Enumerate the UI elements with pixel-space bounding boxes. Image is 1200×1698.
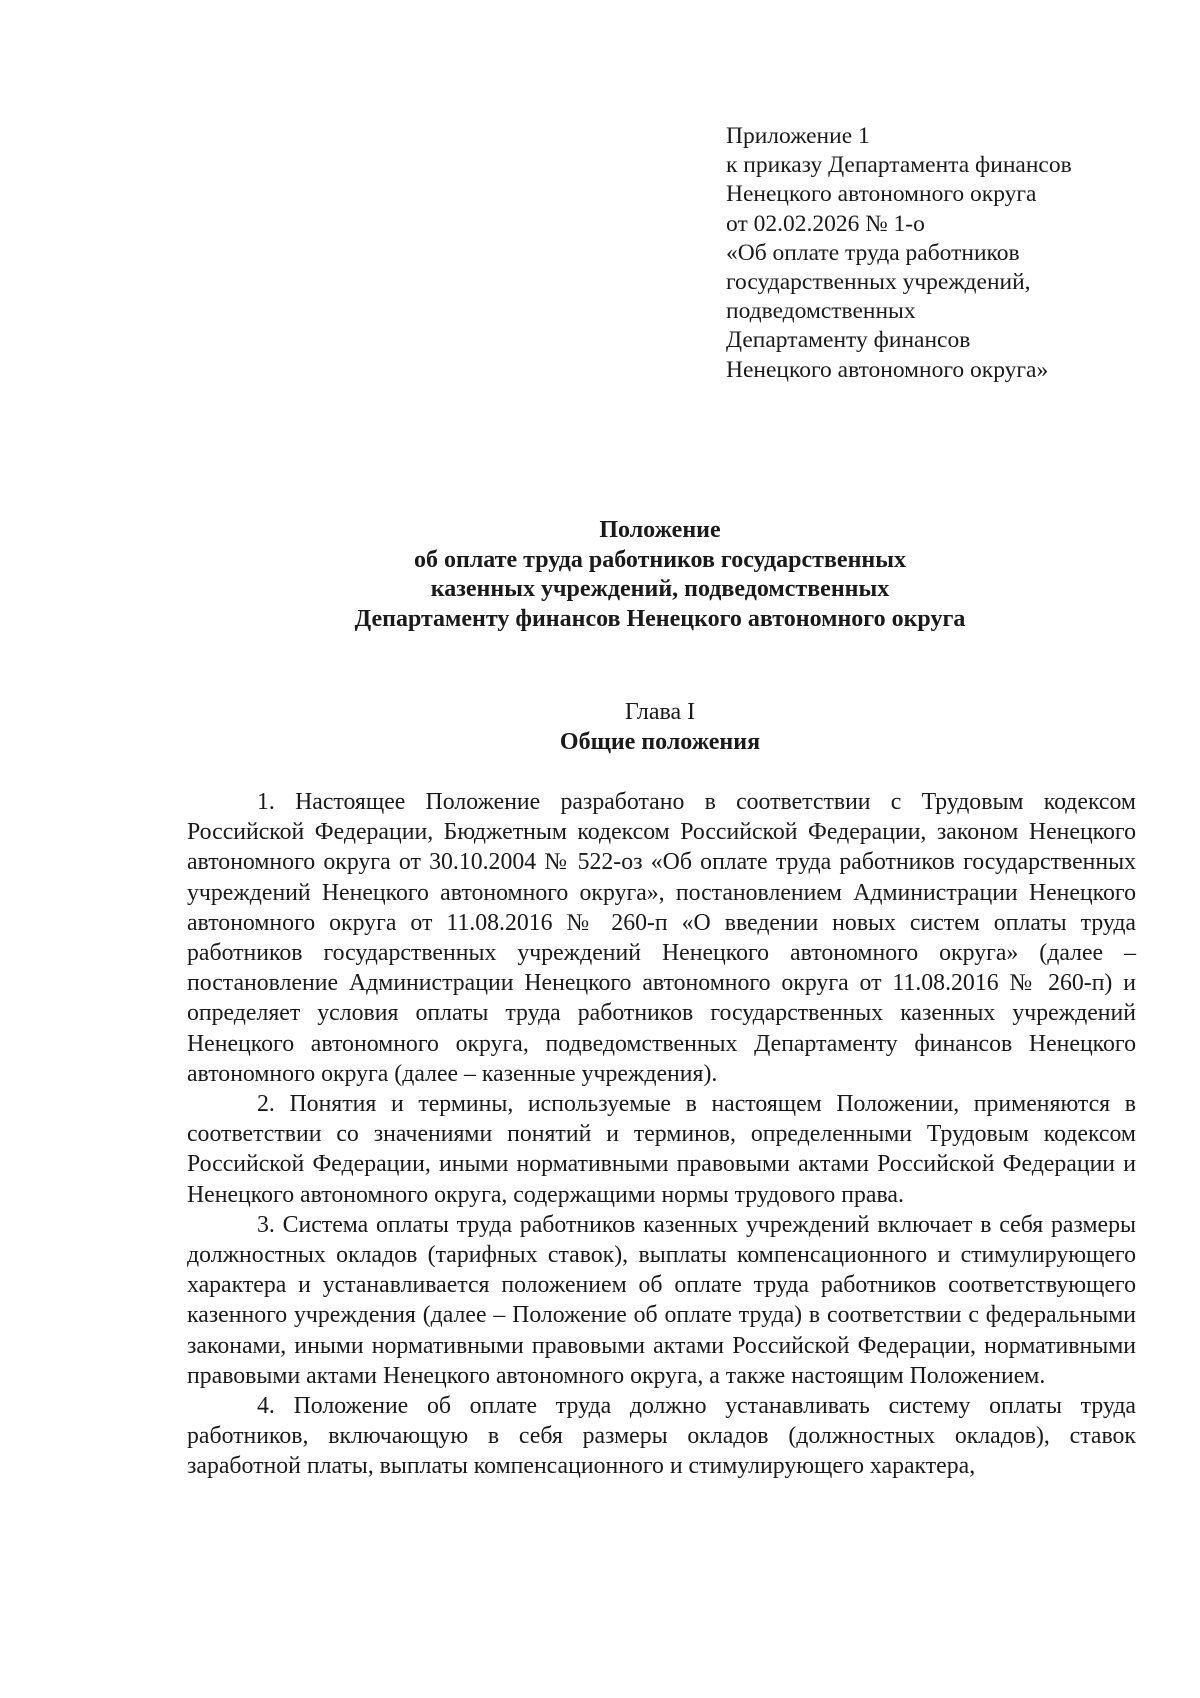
title-line: Департаменту финансов Ненецкого автономного округа <box>354 605 966 632</box>
paragraph-1: 1. Настоящее Положение разработано в соответствии с Трудовым кодексом Российской Федерации, Бюджетным кодексом Российской Федерации, законом Ненецкого автономного округа от 30.10.2004 № 522-оз «Об оплате труда работников государственных учреждений Ненецкого автономного округа», постановлением Администрации Ненецкого автономного округа от 11.08.2016 № 260-п «О введении новых систем оплаты труда работников государственных учреждений Ненецкого автономного округа» (далее – постановление Администрации Ненецкого автономного округа от 11.08.2016 № 260-п) и определяет условия оплаты труда работников государственных казенных учреждений Ненецкого автономного округа, подведомственных Департаменту финансов Ненецкого автономного округа (далее – казенные учреждения). <box>187 789 1136 1087</box>
appendix-line: «Об оплате труда работников <box>726 239 1020 266</box>
appendix-line: Департаменту финансов <box>726 327 971 354</box>
title-line: Положение <box>599 517 721 543</box>
appendix-line: государственных учреждений, <box>726 269 1031 296</box>
appendix-line: Ненецкого автономного округа <box>726 181 1037 208</box>
appendix-line: от 02.02.2026 № 1-о <box>726 210 925 237</box>
chapter-name: Общие положения <box>559 728 761 755</box>
chapter-heading <box>180 698 1140 757</box>
appendix-line: подведомственных <box>726 298 916 325</box>
appendix-block <box>726 122 1166 385</box>
document-title <box>180 516 1140 634</box>
title-line: казенных учреждений, подведомственных <box>430 576 890 603</box>
chapter-number: Глава I <box>624 699 696 725</box>
appendix-line: Ненецкого автономного округа» <box>726 356 1049 383</box>
title-line: об оплате труда работников государственных <box>414 546 906 573</box>
paragraph-2: 2. Понятия и термины, используемые в настоящем Положении, применяются в соответствии со значениями понятий и терминов, определенными Трудовым кодексом Российской Федерации, иными нормативными правовыми актами Российской Федерации и Ненецкого автономного округа, содержащими нормы трудового права. <box>187 1091 1136 1208</box>
appendix-line: к приказу Департамента финансов <box>726 152 1072 179</box>
paragraph-4: 4. Положение об оплате труда должно устанавливать систему оплаты труда работников, включающую в себя размеры окладов (должностных окладов), ставок заработной платы, выплаты компенсационного и стимулирующего характера, <box>187 1393 1136 1480</box>
paragraph-3: 3. Система оплаты труда работников казенных учреждений включает в себя размеры должностных окладов (тарифных ставок), выплаты компенсационного и стимулирующего характера и устанавливается положением об оплате труда работников соответствующего казенного учреждения (далее – Положение об оплате труда) в соответствии с федеральными законами, иными нормативными правовыми актами Российской Федерации, нормативными правовыми актами Ненецкого автономного округа, а также настоящим Положением. <box>187 1211 1136 1389</box>
appendix-line: Приложение 1 <box>726 123 870 149</box>
document-body <box>187 787 1136 1482</box>
